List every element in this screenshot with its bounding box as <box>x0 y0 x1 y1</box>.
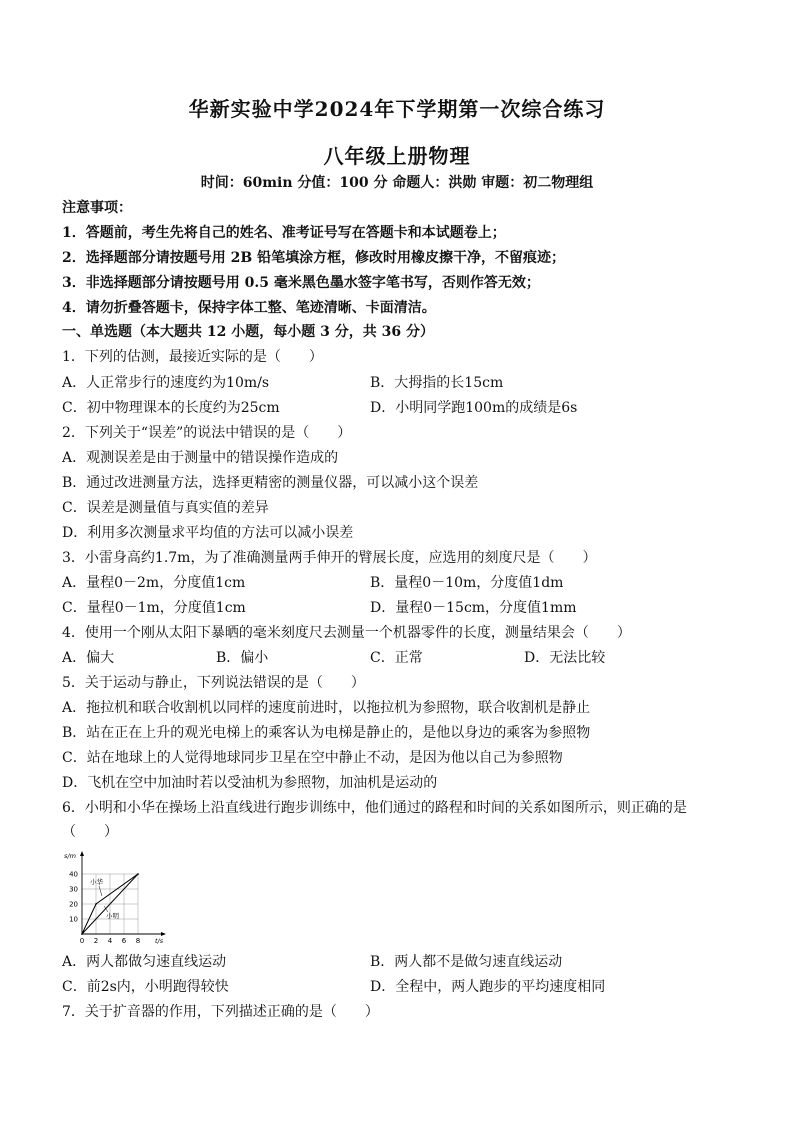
option-b: B．偏小 <box>216 650 269 666</box>
y-tick-label: 20 <box>69 900 78 909</box>
question-stem: 6．小明和小华在操场上沿直线进行跑步训练中，他们通过的路程和时间的关系如图所示，则正确的是 <box>62 800 687 816</box>
section-heading: 一、单选题（本大题共 12 小题，每小题 3 分，共 36 分） <box>62 324 434 340</box>
series-label-2: 小明 <box>106 912 119 920</box>
option-b: B．通过改进测量方法，选择更精密的测量仪器，可以减小这个误差 <box>62 475 479 491</box>
x-tick-label: 6 <box>121 937 127 944</box>
y-tick-label: 40 <box>69 870 78 879</box>
y-tick-label: 30 <box>69 885 78 894</box>
option-d: D．量程0－15cm，分度值1mm <box>370 600 577 616</box>
option-c: C．前2s内，小明跑得较快 <box>62 979 229 995</box>
x-tick-label: 0 <box>79 937 85 944</box>
option-c: C．初中物理课本的长度约为25cm <box>62 400 280 416</box>
exam-meta: 时间：60min 分值：100 分 命题人：洪勋 审题：初二物理组 <box>200 175 594 191</box>
question-stem: 1．下列的估测，最接近实际的是（ ） <box>62 349 323 365</box>
notice-heading: 注意事项： <box>62 200 132 216</box>
option-c: C．站在地球上的人觉得地球同步卫星在空中静止不动，是因为他以自己为参照物 <box>62 750 563 766</box>
x-axis-arrow <box>161 932 166 936</box>
question-stem: 2．下列关于“误差”的说法中错误的是（ ） <box>62 425 352 441</box>
notice-item: 3．非选择题部分请按题号用 0.5 毫米黑色墨水签字笔书写，否则作答无效； <box>62 275 540 291</box>
notice-item: 1．答题前，考生先将自己的姓名、准考证号写在答题卡和本试题卷上； <box>62 225 506 241</box>
y-axis-label: s/m <box>64 852 76 860</box>
notice-item: 4．请勿折叠答题卡，保持字体工整、笔迹清晰、卡面清洁。 <box>62 300 436 316</box>
series-label-1-leader <box>99 886 102 896</box>
x-axis-label: t/s <box>155 937 164 944</box>
series-label-1: 小华 <box>90 878 103 886</box>
page-title: 华新实验中学2024年下学期第一次综合练习 <box>188 97 606 121</box>
notice-item: 2．选择题部分请按题号用 2B 铅笔填涂方框，修改时用橡皮擦干净，不留痕迹； <box>62 250 566 266</box>
option-c: C．正常 <box>370 650 423 666</box>
option-a: A．观测误差是由于测量中的错误操作造成的 <box>62 450 339 466</box>
question-stem-cont: （ ） <box>62 824 118 840</box>
option-c: C．误差是测量值与真实值的差异 <box>62 500 269 516</box>
x-tick-label: 4 <box>107 937 113 944</box>
option-d: D．飞机在空中加油时若以受油机为参照物，加油机是运动的 <box>62 775 438 791</box>
question-stem: 7．关于扩音器的作用，下列描述正确的是（ ） <box>62 1004 379 1020</box>
question-stem: 3．小雷身高约1.7m，为了准确测量两手伸开的臂展长度，应选用的刻度尺是（ ） <box>62 550 597 566</box>
x-tick-label: 2 <box>93 937 99 944</box>
option-d: D．全程中，两人跑步的平均速度相同 <box>370 979 606 995</box>
option-b: B．大拇指的长15cm <box>370 375 504 391</box>
x-tick-label: 8 <box>135 937 141 944</box>
page-subtitle: 八年级上册物理 <box>323 144 471 168</box>
y-tick-label: 10 <box>69 915 78 924</box>
option-a: A．拖拉机和联合收割机以同样的速度前进时，以拖拉机为参照物，联合收割机是静止 <box>62 700 591 716</box>
option-a: A．量程0－2m，分度值1cm <box>62 575 246 591</box>
option-d: D．无法比较 <box>524 650 606 666</box>
option-d: D．利用多次测量求平均值的方法可以减小误差 <box>62 525 354 541</box>
option-b: B．站在正在上升的观光电梯上的乘客认为电梯是静止的，是他以身边的乘客为参照物 <box>62 725 591 741</box>
series-point <box>95 903 97 905</box>
question-stem: 5．关于运动与静止，下列说法错误的是（ ） <box>62 675 365 691</box>
distance-time-chart <box>62 848 172 944</box>
option-b: B．两人都不是做匀速直线运动 <box>370 954 563 970</box>
series-point <box>81 933 83 935</box>
question-stem: 4．使用一个刚从太阳下暴晒的毫米刻度尺去测量一个机器零件的长度，测量结果会（ ） <box>62 625 631 641</box>
y-axis-arrow <box>80 851 84 856</box>
option-d: D．小明同学跑100m的成绩是6s <box>370 400 578 416</box>
option-c: C．量程0－1m，分度值1cm <box>62 600 246 616</box>
option-a: A．两人都做匀速直线运动 <box>62 954 227 970</box>
series-point <box>137 873 139 875</box>
option-a: A．人正常步行的速度约为10m/s <box>62 375 270 391</box>
option-b: B．量程0－10m，分度值1dm <box>370 575 564 591</box>
option-a: A．偏大 <box>62 650 115 666</box>
